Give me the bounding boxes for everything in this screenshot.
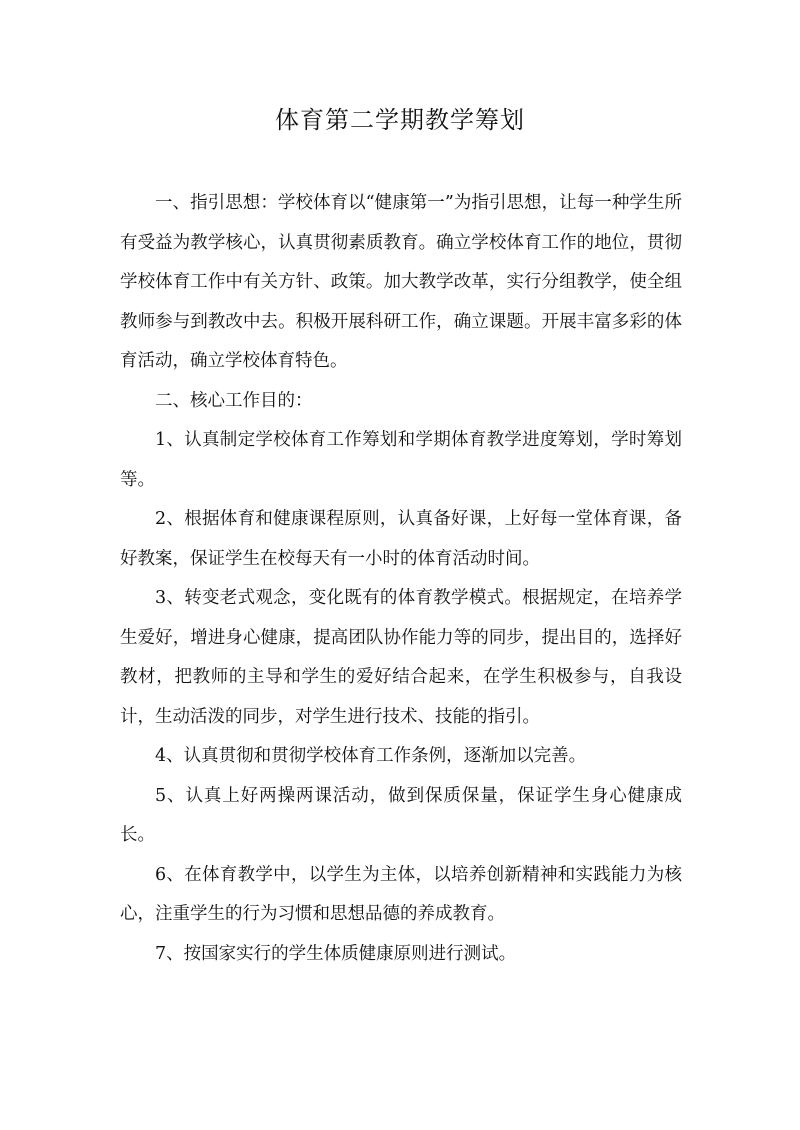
paragraph-goal-3: 3、转变老式观念，变化既有的体育教学模式。根据规定，在培养学生爱好，增进身心健康，提高团队协作能力等的同步，提出目的，选择好教材，把教师的主导和学生的爱好结合起来，在学生积极参与，自我设计，生动活泼的同步，对学生进行技术、技能的指引。 [120,588,682,727]
paragraph-goal-4: 4、认真贯彻和贯彻学校体育工作条例，逐渐加以完善。 [155,746,587,766]
paragraph-guiding-ideology: 一、指引思想：学校体育以“健康第一”为指引思想，让每一种学生所有受益为教学核心，认真贯彻素质教育。确立学校体育工作的地位，贯彻学校体育工作中有关方针、政策。加大教学改革，实行分组教学，使全组教师参与到教改中去。积极开展科研工作，确立课题。开展丰富多彩的体育活动，确立学校体育特色。 [120,193,682,371]
paragraph-goal-2: 2、根据体育和健康课程原则，认真备好课，上好每一堂体育课，备好教案，保证学生在校每天有一小时的体育活动时间。 [120,509,682,569]
paragraph-goal-1: 1、认真制定学校体育工作筹划和学期体育教学进度筹划，学时筹划等。 [120,430,682,490]
paragraph-core-goals-heading: 二、核心工作目的： [155,390,313,411]
paragraph-goal-6: 6、在体育教学中，以学生为主体，以培养创新精神和实践能力为核心，注重学生的行为习惯和思想品德的养成教育。 [120,864,682,924]
paragraph-goal-5: 5、认真上好两操两课活动，做到保质保量，保证学生身心健康成长。 [120,785,682,845]
document-title: 体育第二学期教学筹划 [275,106,525,134]
paragraph-goal-7: 7、按国家实行的学生体质健康原则进行测试。 [155,943,517,964]
document-body [120,184,682,974]
